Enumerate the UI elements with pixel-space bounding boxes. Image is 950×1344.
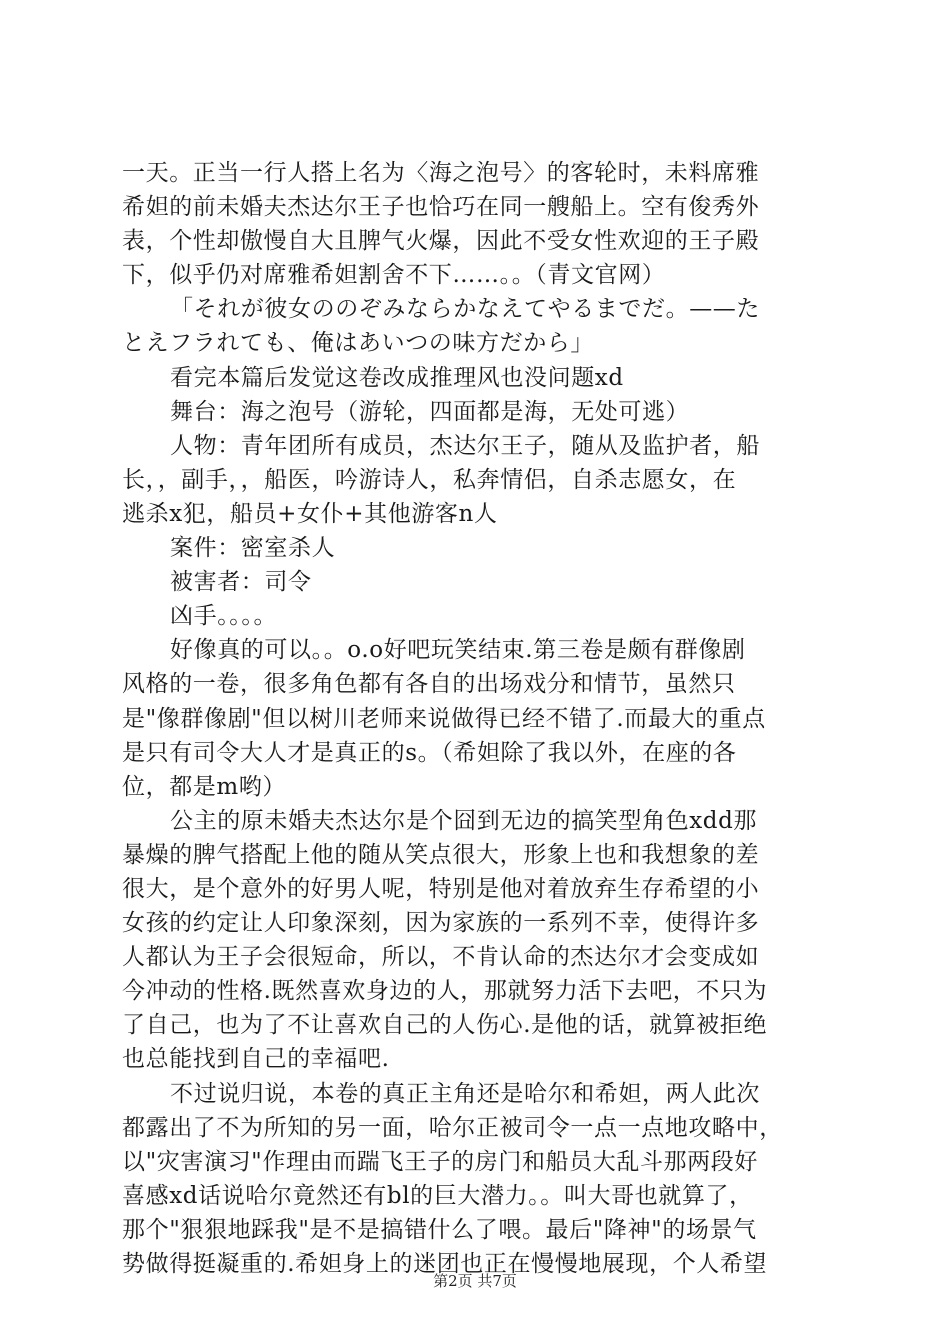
text-line: 下，似乎仍对席雅希妲割舍不下……。。（青文官网） <box>122 262 666 289</box>
text-line: 被害者：司令 <box>170 569 312 596</box>
text-line: 以"灾害演习"作理由而踹飞王子的房门和船员大乱斗那两段好 <box>122 1148 758 1175</box>
text-line: 很大，是个意外的好男人呢，特别是他对着放弃生存希望的小 <box>122 875 760 902</box>
text-line: 暴燥的脾气搭配上他的随从笑点很大，形象上也和我想象的差 <box>122 841 760 868</box>
text-line: 看完本篇后发觉这卷改成推理风也没问题xd <box>170 364 624 391</box>
text-line: 不过说归说，本卷的真正主角还是哈尔和希妲，两人此次 <box>170 1080 760 1107</box>
text-line: 是只有司令大人才是真正的s。（希妲除了我以外，在座的各 <box>122 739 737 766</box>
text-line: 表，个性却傲慢自大且脾气火爆，因此不受女性欢迎的王子殿 <box>122 228 760 255</box>
text-line: 凶手。。。。 <box>170 603 278 630</box>
body-text <box>122 156 832 1281</box>
text-line: 案件：密室杀人 <box>170 535 336 562</box>
text-line: 一天。正当一行人搭上名为〈海之泡号〉的客轮时，未料席雅 <box>122 160 760 186</box>
text-line: 女孩的约定让人印象深刻，因为家族的一系列不幸，使得许多 <box>122 910 760 937</box>
text-line: 是"像群像剧"但以树川老师来说做得已经不错了.而最大的重点 <box>122 705 766 732</box>
text-line: 长，，副手，，船医，吟游诗人，私奔情侣，自杀志愿女，在 <box>122 466 737 493</box>
text-line: 希妲的前未婚夫杰达尔王子也恰巧在同一艘船上。空有俊秀外 <box>122 194 760 221</box>
text-line: 人物：青年团所有成员，杰达尔王子，随从及监护者，船 <box>170 432 760 459</box>
text-line: 也总能找到自己的幸福吧. <box>122 1046 390 1073</box>
text-line: 那个"狠狠地踩我"是不是搞错什么了喂。最后"降神"的场景气 <box>122 1216 757 1243</box>
text-line: 势做得挺凝重的.希妲身上的迷团也正在慢慢地展现，个人希望 <box>122 1251 768 1277</box>
text-line: 逃杀x犯，船员+女仆+其他游客n人 <box>122 500 498 527</box>
text-line: 都露出了不为所知的另一面，哈尔正被司令一点一点地攻略中， <box>122 1114 783 1141</box>
text-line: とえフラれても、俺はあいつの味方だから」 <box>122 330 594 357</box>
text-line: 了自己，也为了不让喜欢自己的人伤心.是他的话，就算被拒绝 <box>122 1012 768 1039</box>
text-line: 舞台：海之泡号（游轮，四面都是海，无处可逃） <box>170 398 690 425</box>
text-line: 好像真的可以。。o.o好吧玩笑结束.第三卷是颇有群像剧 <box>170 637 746 664</box>
text-line: 人都认为王子会很短命，所以，不肯认命的杰达尔才会变成如 <box>122 944 760 971</box>
text-line: 「それが彼女ののぞみならかなえてやるまでだ。——た <box>170 296 760 323</box>
page-footer: 第2页 共7页 <box>433 1272 517 1290</box>
text-line: 喜感xd话说哈尔竟然还有bl的巨大潜力。。叫大哥也就算了， <box>122 1182 753 1209</box>
text-line: 位，都是m哟） <box>122 773 287 800</box>
text-line: 公主的原未婚夫杰达尔是个囧到无边的搞笑型角色xdd那 <box>170 807 758 834</box>
text-line: 今冲动的性格.既然喜欢身边的人，那就努力活下去吧，不只为 <box>122 978 768 1005</box>
text-line: 风格的一卷，很多角色都有各自的出场戏分和情节，虽然只 <box>122 671 736 698</box>
